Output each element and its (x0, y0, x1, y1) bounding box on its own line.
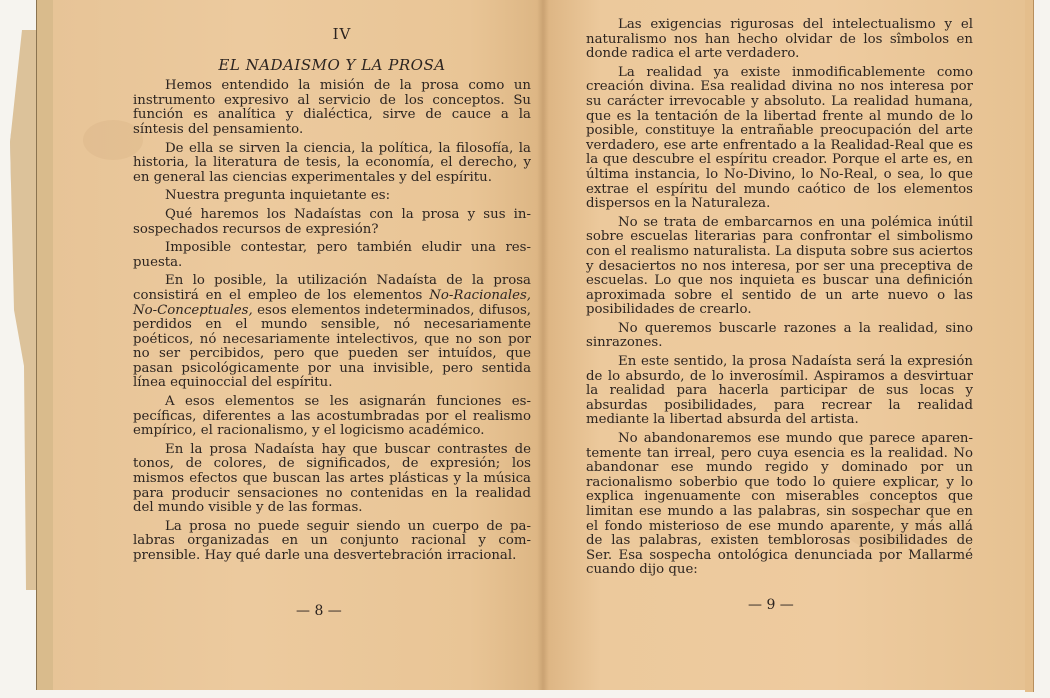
right-page-text (586, 0, 973, 582)
emphasis-no-conceptuales: No-Conceptuales, (133, 302, 253, 318)
paragraph: En la prosa Nadaísta hay que buscar contrastes de tonos, de colores, de significados, de expresión; los mismos efectos que buscan las artes plásticas y la música para producir sensaciones no contenidas en la realidad del mundo visible y de las formas. (133, 441, 531, 516)
chapter-number: IV (332, 25, 352, 43)
paragraph-text: En lo posible, la utilización Nadaísta de la prosa consistirá en el empleo de los elementos (133, 273, 531, 303)
paragraph: La prosa no puede seguir siendo un cuerpo de palabras organizadas en un conjunto racional y comprensible. Hay qué darle una desvertebración irracional. (133, 518, 531, 563)
paragraph-text: esos elementos indeterminados, difusos, perdidos en el mundo sensible, nó necesariamente poéticos, nó necesariamente intelectivos, que no son por no ser percibidos, pero que pueden ser intuídos, que pasan psicológicamente por una invisible, pero sentida línea equinoccial del espíritu. (133, 302, 531, 391)
left-page (53, 0, 543, 690)
emphasis-no-racionales: No-Racionales, (429, 287, 531, 303)
paragraph: A esos elementos se les asignarán funciones específicas, diferentes a las acostumbradas por el realismo empírico, el racionalismo, y el logicismo académico. (133, 394, 531, 439)
left-page-text (133, 0, 531, 568)
paragraph: Las exigencias rigurosas del intelectualismo y el naturalismo nos han hecho olvidar de los sîmbolos en donde radica el arte verdadero. (586, 17, 973, 62)
page-number-right: — 9 — (748, 597, 794, 613)
paragraph: No queremos buscarle razones a la realidad, sino sinrazones. (586, 320, 973, 351)
book-gutter (537, 0, 549, 690)
paragraph: No se trata de embarcarnos en una polémica inútil sobre escuelas literarias para confrontar el simbolismo con el realismo naturalista. La disputa sobre sus aciertos y desaciertos no nos interesa, por ser una preceptiva de escuelas. Lo que nos inquieta es buscar una definición aproximada sobre el sentido de un arte nuevo o las posibilidades de crearlo. (586, 214, 973, 318)
right-page-edge (1025, 0, 1034, 692)
paragraph: Hemos entendido la misión de la prosa como un instrumento expresivo al servicio de los conceptos. Su función es analítica y dialéctica, sirve de cauce a la síntesis del pensamiento. (133, 78, 531, 137)
paragraph: Imposible contestar, pero también eludir una respuesta. (133, 240, 531, 270)
page-number-left: — 8 — (296, 603, 342, 619)
right-page (543, 0, 1026, 690)
paragraph: En este sentido, la prosa Nadaísta será la expresión de lo absurdo, de lo inverosímil. Aspiramos a desvirtuar la realidad para hacerla participar de sus locas y absurdas posibilidades, para recrear la realidad mediante la libertad absurda del artista. (586, 354, 973, 428)
paragraph: De ella se sirven la ciencia, la política, la filosofía, la historia, la literatura de tesis, la economía, el derecho, y en general las ciencias experimentales y del espíritu. (133, 140, 531, 185)
paragraph: No abandonaremos ese mundo que parece aparentemente tan irreal, pero cuya esencia es la realidad. No abandonar ese mundo regido y dominado por un racionalismo soberbio que todo lo quiere explicar, y lo explica ingenuamente con miserables conceptos que limitan ese mundo a las palabras, sin sospechar que en el fondo misterioso de ese mundo aparente, y más allá de las palabras, existen temblorosas posibilidades de Ser. Esa sospecha ontológica denunciada por Mallarmé cuando dijo que: (586, 431, 973, 578)
paragraph: La realidad ya existe inmodificablemente como creación divina. Esa realidad divina no nos interesa por su carácter irrevocable y absoluto. La realidad humana, que es la tentación de la libertad frente al mundo de lo posible, constituye la entrañable preocupación del arte verdadero, ese arte enfrentado a la Realidad-Real que es la que descubre el espíritu creador. Porque el arte es, en última instancia, lo No-Divino, lo No-Real, o sea, lo que extrae el espíritu del mundo caótico de los elementos dispersos en la Naturaleza. (586, 64, 973, 212)
chapter-title: EL NADAISMO Y LA PROSA (218, 55, 446, 74)
paragraph: Qué haremos los Nadaístas con la prosa y sus insospechados recursos de expresión? (133, 206, 531, 237)
paragraph: Nuestra pregunta inquietante es: (165, 188, 391, 204)
paragraph (133, 274, 531, 391)
